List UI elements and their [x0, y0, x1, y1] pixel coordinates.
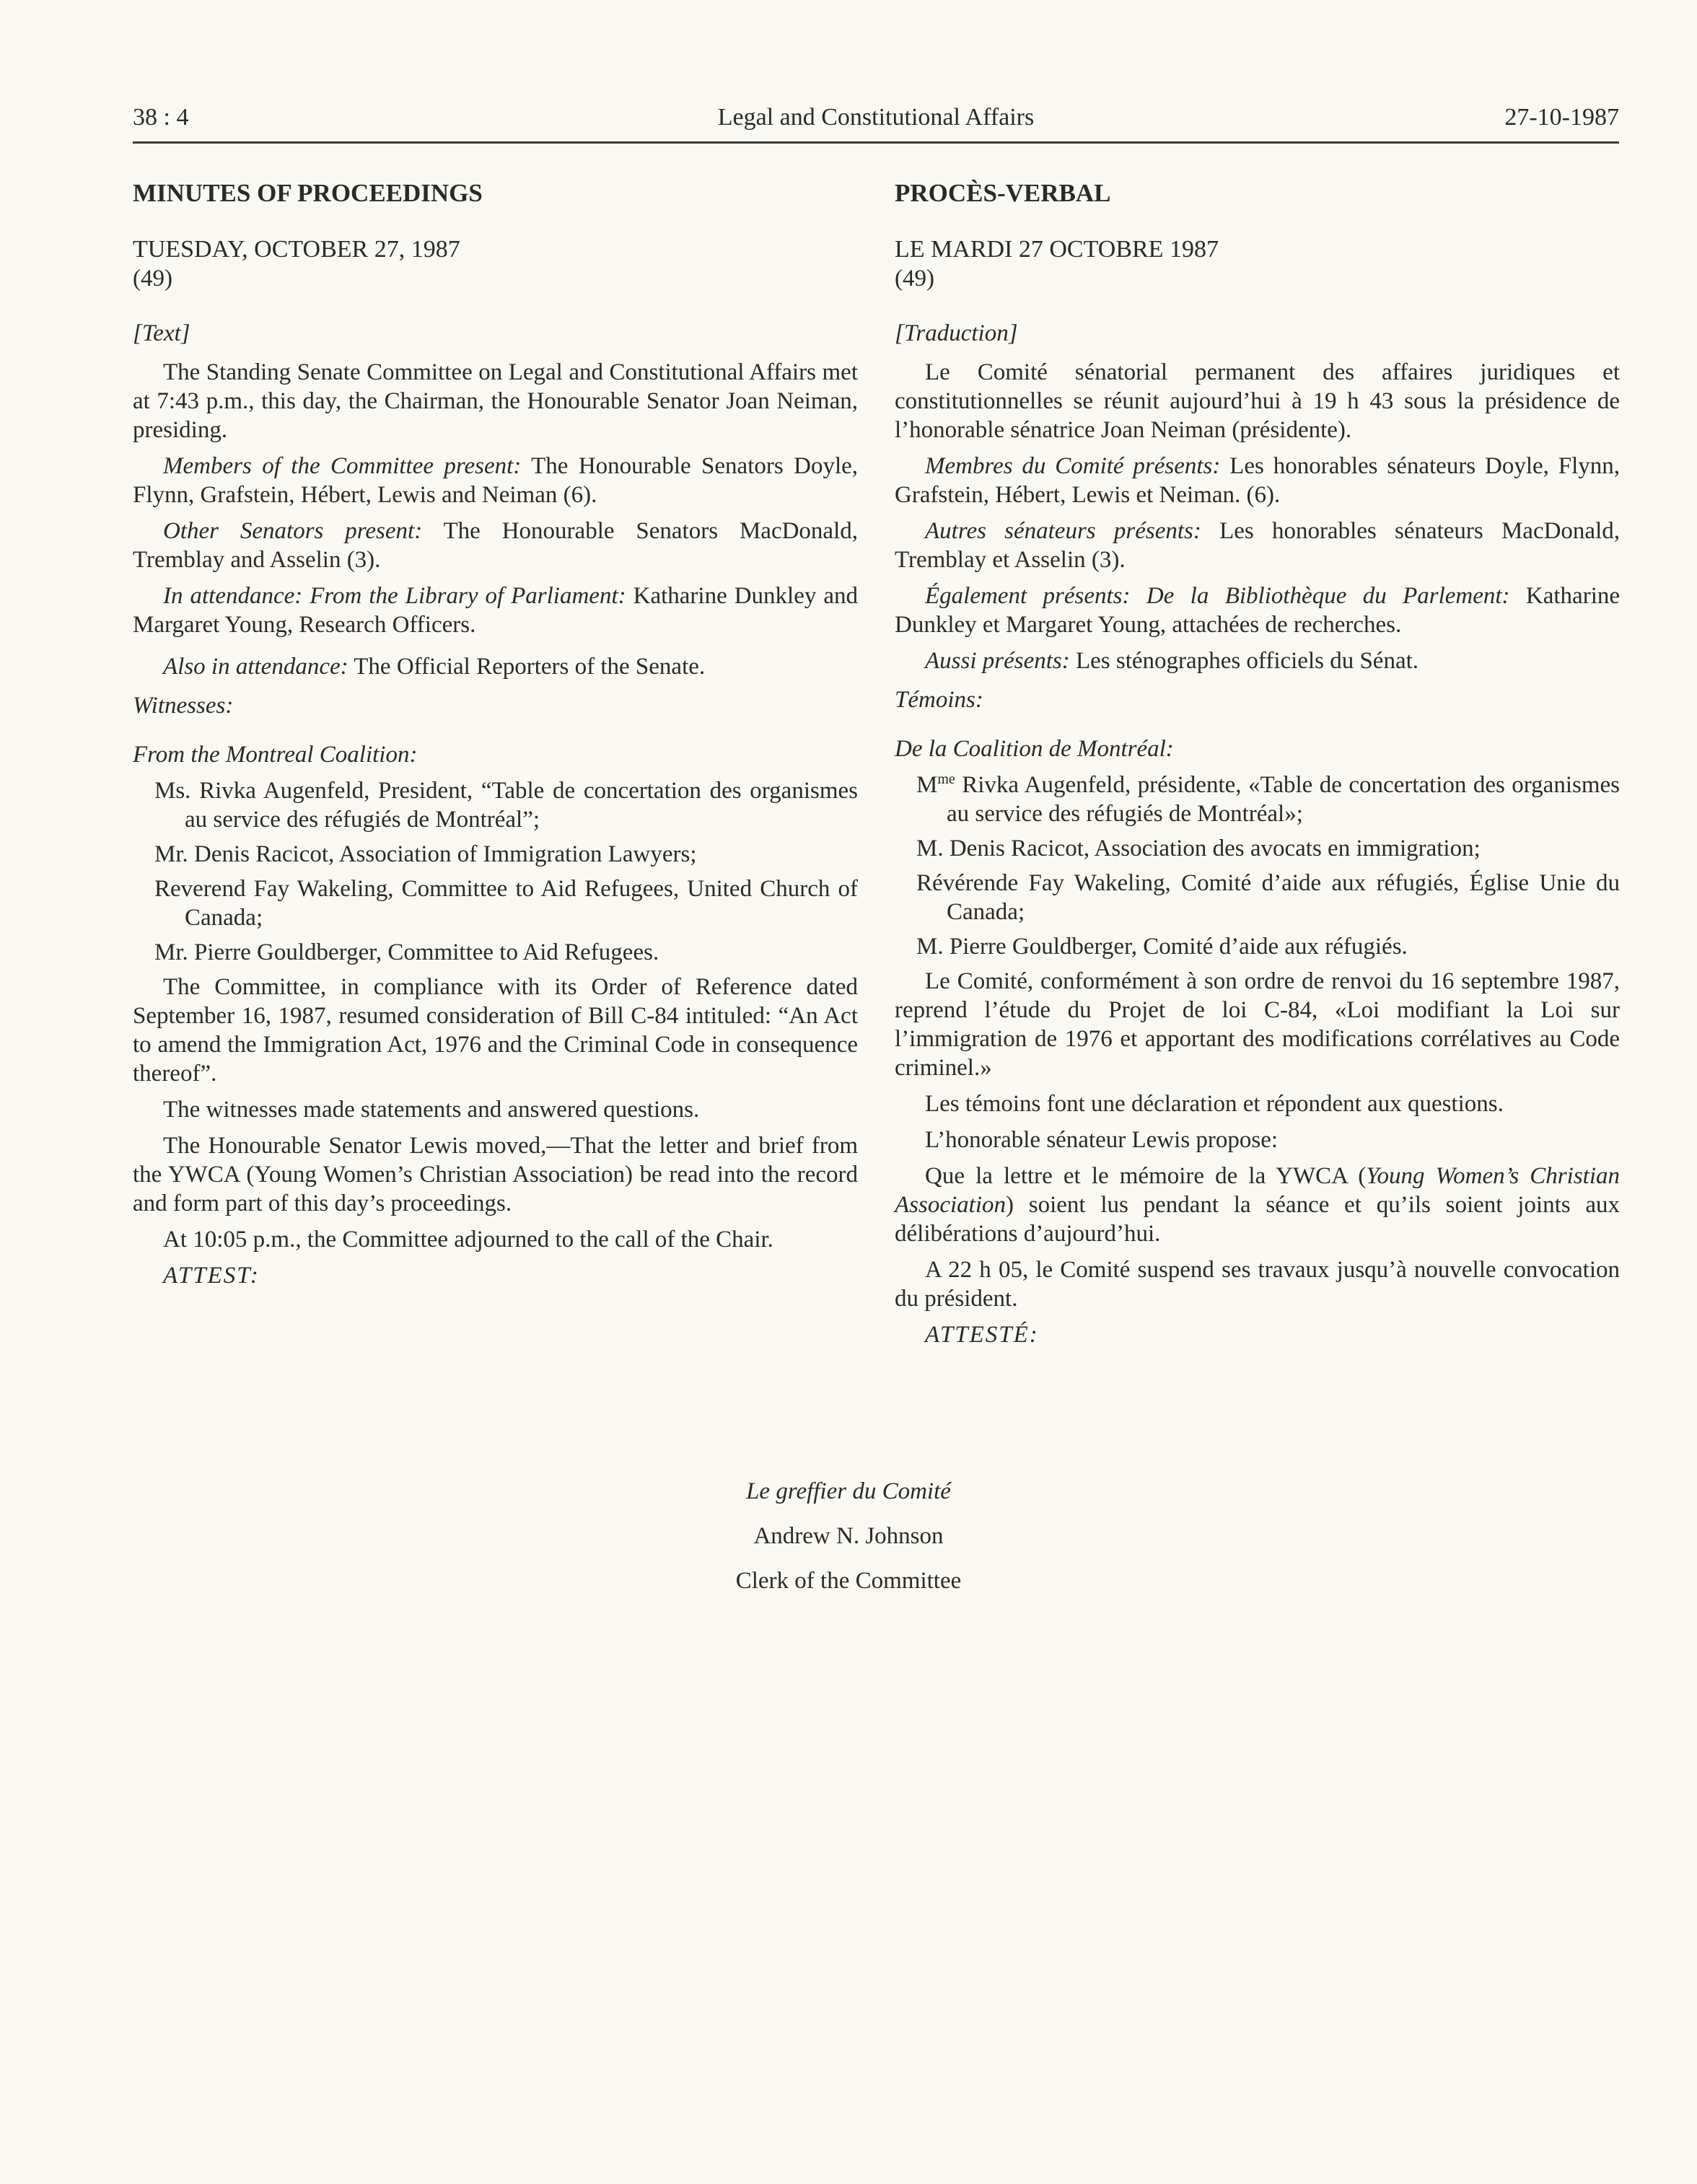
members-text-fr: Les honorables sénateurs Doyle, Flynn, Grafstein, Hébert, Lewis et Neiman. (6).	[895, 453, 1620, 508]
meeting-date-fr: LE MARDI 27 OCTOBRE 1987	[895, 236, 1219, 263]
motion-text-a: Que la lettre et le mémoire de la YWCA (	[925, 1163, 1367, 1189]
attendance-paragraph	[133, 582, 858, 639]
witness-item: Mr. Pierre Gouldberger, Committee to Aid Refugees.	[154, 939, 659, 965]
text-tag: [Text]	[133, 320, 190, 346]
witness-title: M	[916, 772, 938, 798]
coalition-label-fr: De la Coalition de Montréal:	[895, 736, 1174, 762]
witness-item-fr: Révérende Fay Wakeling, Comité d’aide aux réfugiés, Église Unie du Canada;	[916, 870, 1620, 925]
witness-item: Mr. Denis Racicot, Association of Immigration Lawyers;	[154, 841, 697, 867]
coalition-label: From the Montreal Coalition:	[133, 742, 418, 768]
signature-block	[0, 1469, 1697, 1603]
statements-paragraph-fr: Les témoins font une déclaration et répondent aux questions.	[925, 1091, 1504, 1117]
also-paragraph	[133, 652, 858, 681]
page-header	[133, 104, 1619, 144]
others-text: The Honourable Senators MacDonald, Tremblay and Asselin (3).	[133, 518, 858, 573]
members-label-fr: Membres du Comité présents:	[925, 453, 1221, 479]
also-label: Also in attendance:	[163, 654, 348, 680]
motion-text-b: ) soient lus pendant la séance et qu’ils soient joints aux délibérations d’aujourd’hui.	[895, 1192, 1620, 1247]
meeting-number: (49)	[133, 266, 172, 291]
statements-paragraph: The witnesses made statements and answered questions.	[163, 1097, 700, 1123]
minutes-heading-fr: PROCÈS-VERBAL	[895, 179, 1111, 207]
minutes-heading: MINUTES OF PROCEEDINGS	[133, 179, 483, 207]
motion-text-italic: Young Women’s Christian Association	[895, 1163, 1620, 1218]
others-paragraph	[133, 517, 858, 574]
witnesses-label: Witnesses:	[133, 693, 234, 719]
meeting-date: TUESDAY, OCTOBER 27, 1987	[133, 236, 460, 263]
adjourn-paragraph: At 10:05 p.m., the Committee adjourned to the call of the Chair.	[163, 1227, 773, 1253]
motion-text-fr	[895, 1162, 1620, 1248]
translation-tag: [Traduction]	[895, 320, 1018, 346]
members-paragraph-fr	[895, 452, 1620, 509]
also-paragraph-fr	[895, 646, 1620, 675]
attendance-paragraph-fr	[895, 582, 1620, 639]
attendance-label: In attendance: From the Library of Parliament:	[163, 583, 626, 609]
witness-item-fr: M. Pierre Gouldberger, Comité d’aide aux réfugiés.	[916, 934, 1408, 960]
witness-item: Reverend Fay Wakeling, Committee to Aid Refugees, United Church of Canada;	[154, 876, 858, 931]
others-label: Other Senators present:	[163, 518, 423, 544]
opening-paragraph-fr: Le Comité sénatorial permanent des affaires juridiques et constitutionnelles se réunit aujourd’hui à 19 h 43 sous la présidence de l’honorable sénatrice Joan Neiman (présidente).	[895, 359, 1620, 443]
members-label: Members of the Committee present:	[163, 453, 522, 479]
motion-paragraph-fr: L’honorable sénateur Lewis propose:	[925, 1127, 1279, 1153]
header-date: 27-10-1987	[1504, 104, 1619, 131]
attendance-text-fr: Katharine Dunkley et Margaret Young, attachées de recherches.	[895, 583, 1621, 638]
clerk-title-fr: Le greffier du Comité	[746, 1478, 951, 1504]
english-column	[133, 179, 858, 1290]
others-paragraph-fr	[895, 517, 1620, 574]
witness-item: Ms. Rivka Augenfeld, President, “Table de concertation des organismes au service des réfugiés de Montréal”;	[154, 778, 858, 833]
attest-label-fr: ATTESTÉ:	[925, 1322, 1039, 1348]
running-title: Legal and Constitutional Affairs	[717, 104, 1035, 131]
order-paragraph-fr: Le Comité, conformément à son ordre de renvoi du 16 septembre 1987, reprend l’étude du Projet de loi C-84, «Loi modifiant la Loi sur l’immigration de 1976 et apportant des modifications corrélatives au Code criminel.»	[895, 968, 1620, 1081]
members-text: The Honourable Senators Doyle, Flynn, Grafstein, Hébert, Lewis and Neiman (6).	[133, 453, 859, 508]
attendance-text: Katharine Dunkley and Margaret Young, Research Officers.	[133, 583, 858, 638]
page-number: 38 : 4	[133, 104, 189, 131]
others-text-fr: Les honorables sénateurs MacDonald, Tremblay et Asselin (3).	[895, 518, 1620, 573]
motion-paragraph: The Honourable Senator Lewis moved,—That the letter and brief from the YWCA (Young Women’s Christian Association) be read into the record and form part of this day’s proceedings.	[133, 1133, 858, 1216]
clerk-name: Andrew N. Johnson	[753, 1523, 944, 1549]
witness-title-sup: me	[937, 771, 955, 787]
others-label-fr: Autres sénateurs présents:	[925, 518, 1201, 544]
also-label-fr: Aussi présents:	[925, 648, 1070, 674]
also-text-fr: Les sténographes officiels du Sénat.	[1076, 648, 1419, 674]
attendance-label-fr: Également présents: De la Bibliothèque du Parlement:	[925, 583, 1510, 609]
witness-text: Rivka Augenfeld, présidente, «Table de concertation des organismes au service des réfugiés de Montréal»;	[947, 772, 1620, 827]
witness-item-fr	[895, 771, 1620, 828]
witness-item-fr: M. Denis Racicot, Association des avocats en immigration;	[916, 836, 1481, 861]
witnesses-label-fr: Témoins:	[895, 687, 983, 713]
also-text: The Official Reporters of the Senate.	[354, 654, 706, 680]
attest-label: ATTEST:	[163, 1263, 260, 1289]
meeting-number-fr: (49)	[895, 266, 934, 291]
adjourn-paragraph-fr: A 22 h 05, le Comité suspend ses travaux jusqu’à nouvelle convocation du président.	[895, 1257, 1620, 1312]
opening-paragraph: The Standing Senate Committee on Legal and Constitutional Affairs met at 7:43 p.m., this day, the Chairman, the Honourable Senator Joan Neiman, presiding.	[133, 359, 858, 443]
order-paragraph: The Committee, in compliance with its Order of Reference dated September 16, 1987, resumed consideration of Bill C-84 intituled: “An Act to amend the Immigration Act, 1976 and the Criminal Code in consequence thereof”.	[133, 974, 858, 1087]
clerk-title-en: Clerk of the Committee	[735, 1568, 962, 1594]
french-column	[895, 179, 1620, 1349]
members-paragraph	[133, 452, 858, 509]
